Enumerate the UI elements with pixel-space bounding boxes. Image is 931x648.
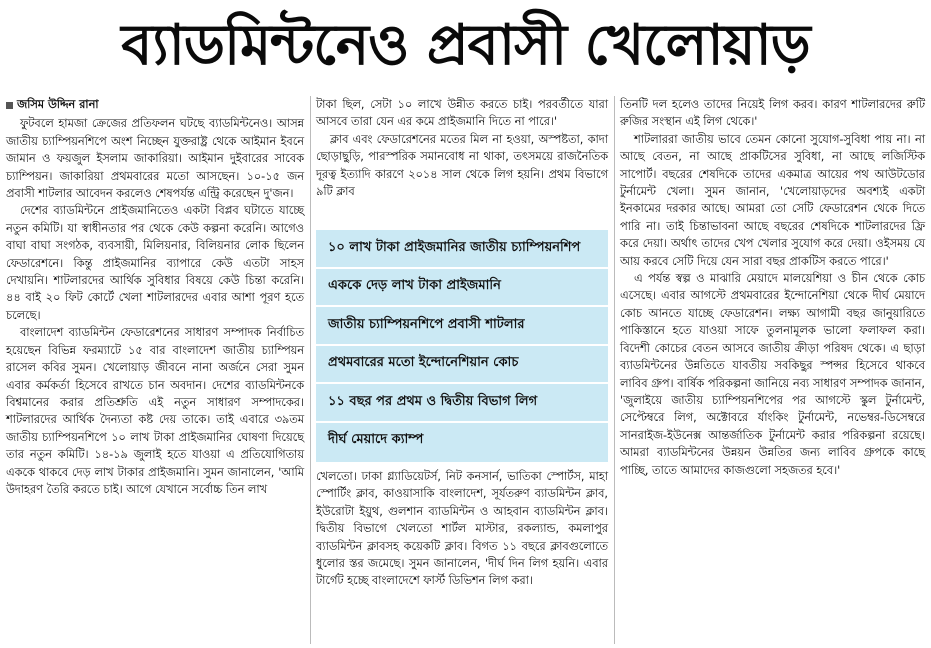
- highlight-item: জাতীয় চ্যাম্পিয়নশিপে প্রবাসী শাটলার: [316, 307, 608, 346]
- highlight-item: দীর্ঘ মেয়াদে ক্যাম্প: [328, 432, 424, 448]
- column-divider: [614, 96, 615, 644]
- paragraph: ফুটবলে হামজা ক্রেজের প্রতিফলন ঘটছে ব্যাডমিন্টনেও। আসন্ন জাতীয় চ্যাম্পিয়নশিপে অংশ নিচ্ছেন যুক্তরাষ্ট্র থেকে আইমান ইবনে জামান ও ফয়জুল ইসলাম জাকারিয়া। আইমান দুইবারের সাবেক চ্যাম্পিয়ন। জাকারিয়া প্রথমবারের মতো আসছেন। ১০-১৫ জন প্রবাসী শাটলার আবেদন করলেও শেষপর্যন্ত এন্ট্রি করেছেন দু'জন।: [6, 117, 304, 201]
- paragraph: শাটলাররা জাতীয় ভাবে তেমন কোনো সুযোগ-সুবিধা পায় না। না আছে বেতন, না আছে প্রাকটিসের সুবিধা, না আছে লজিস্টিক সাপোর্ট। বছরের শেষদিকে তাদের একমাত্র আয়ের পথ আউটডোর টুর্নামেন্ট খেলা। সুমন জানান, 'খেলোয়াড়দের অবশ্যই একটা ইনকামের দরকার আছে। আমরা তো সেটি ফেডারেশন থেকে দিতে পারি না। তাই চিন্তাভাবনা আছে বছরের শেষদিকে শাটলারদের ফ্রি করে দেয়া। অর্থাৎ তাদের খেপ খেলার সুযোগ করে দেয়া। ওইসময় যে আয় করবে সেটি দিয়ে যেন সারা বছর প্রাকটিস করতে পারে।': [620, 132, 925, 268]
- highlight-item: এককে দেড় লাখ টাকা প্রাইজমানি: [316, 269, 608, 308]
- paragraph: ক্লাব এবং ফেডারেশনের মতের মিল না হওয়া, অস্পষ্টতা, কাদা ছোড়াছুড়ি, পারস্পরিক সমানবোধ না থাকা, তৎসময়ে রাজনৈতিক দূরত্ব ইত্যাদি কারণে ২০১৪ সাল থেকে লিগ হয়নি। প্রথম বিভাগে ৯টি ক্লাব: [316, 132, 608, 199]
- article-column-1: [6, 96, 304, 498]
- paragraph: খেলতো। ঢাকা গ্ল্যাডিয়েটর্স, নিট কনসার্ন, ভাতিকা স্পোর্টস, মাহা স্পোর্টিং ক্লাব, কাওয়াসাকি বাংলাদেশ, সূর্যতরুণ ব্যাডমিন্টন ক্লাব, ইউরোটা ইয়ুথ, গুলশান ব্যাডমিন্টন ও আহবান ব্যাডমিন্টন ক্লাব। দ্বিতীয় বিভাগে খেলতো শার্টল মাস্টার, রকল্যান্ড, কমলাপুর ব্যাডমিন্টন ক্লাবসহ কয়েকটি ক্লাব। বিগত ১১ বছরে ক্লাবগুলোতে ধুলোর স্তর জমেছে। সুমন জানালেন, 'দীর্ঘ দিন লিগ হয়নি। এবার টার্গেট হচ্ছে বাংলাদেশে ফার্স্ট ডিভিশন লিগ করা।: [316, 470, 608, 588]
- paragraph: বাংলাদেশ ব্যাডমিন্টন ফেডারেশনের সাধারণ সম্পাদক নির্বাচিত হয়েছেন বিভিন্ন ফরম্যাটে ১৫ বার বাংলাদেশ জাতীয় চ্যাম্পিয়ন রাসেল কবির সুমন। খেলোয়াড় জীবনে নানা অর্জনে সেরা সুমন এবার কর্মকর্তা হিসেবে রাখতে চান অবদান। দেশের ব্যাডমিন্টনকে বিশ্বমানের করার প্রতিশ্রুতি এই নতুন সাধারণ সম্পাদকের। শাটলারদের আর্থিক দৈন্যতা কষ্ট দেয় তাকে। তাই এবারে ৩৯তম জাতীয় চ্যাম্পিয়নশিপে ১০ লাখ টাকা প্রাইজমানির ঘোষণা দিয়েছে তার নতুন কমিটি। ১৪-১৯ জুলাই হতে যাওয়া এ প্রতিযোগিতায় এককে থাকবে দেড় লাখ টাকার প্রাইজমানি। সুমন জানালেন, 'আমি উদাহরণ তৈরি করতে চাই। আগে যেখানে সর্বোচ্চ তিন লাখ: [6, 326, 304, 496]
- highlights-box: [316, 230, 608, 462]
- article-column-2-top: [316, 96, 608, 200]
- byline-author: জসিম উদ্দিন রানা: [17, 98, 99, 111]
- headline: ব্যাডমিন্টনেও প্রবাসী খেলোয়াড়: [121, 13, 810, 78]
- column-divider: [310, 96, 311, 644]
- highlight-item: ১১ বছর পর প্রথম ও দ্বিতীয় বিভাগ লিগ: [316, 384, 608, 423]
- paragraph: দেশের ব্যাডমিন্টনে প্রাইজমানিতেও একটা বিপ্লব ঘটাতে যাচ্ছে নতুন কমিটি। যা স্বাধীনতার পর থেকে কেউ কল্পনা করেনি। আগেও বাঘা বাঘা সংগঠক, ব্যবসায়ী, মিলিয়নার, বিলিয়নার লোক ছিলেন ফেডারেশনে। কিন্তু প্রাইজমানির ব্যাপারে কেউ এতটা সাহস দেখায়নি। শাটলারদের আর্থিক সুবিধার বিষয়ে কেউ চিন্তা করেনি। ৪৪ বাই ২০ ফিট কোর্টে খেলা শাটলারদের এবার আশা পূরণ হতে চলেছে।: [6, 204, 304, 322]
- paragraph: টাকা ছিল, সেটা ১০ লাখে উন্নীত করতে চাই। পরবর্তীতে যারা আসবে তারা যেন এর কমে প্রাইজমানি দিতে না পারে।': [316, 98, 608, 129]
- highlight-item: প্রথমবারের মতো ইন্দোনেশিয়ান কোচ: [316, 346, 608, 385]
- article-column-2-bottom: [316, 468, 608, 590]
- article-column-3: [620, 96, 925, 479]
- square-bullet-icon: [6, 102, 13, 109]
- paragraph: তিনটি দল হলেও তাদের নিয়েই লিগ করব। কারণ শাটলারদের রুটি রুজির সংস্থান এই লিগ থেকে।': [620, 98, 925, 129]
- paragraph: এ পর্যন্ত স্বল্প ও মাঝারি মেয়াদে মালয়েশিয়া ও চীন থেকে কোচ এসেছে। এবার আগস্টে প্রথমবারের ইন্দোনেশিয়া থেকে দীর্ঘ মেয়াদে কোচ আনতে যাচ্ছে ফেডারেশন। লক্ষ্য আগামী বছর জানুয়ারিতে পাকিস্তানে হতে যাওয়া সাফে তুলনামূলক ভালো ফলাফল করা। বিদেশী কোচের বেতন আসবে জাতীয় ক্রীড়া পরিষদ থেকে। এ ছাড়া ব্যাডমিন্টনের উন্নতিতে যাবতীয় সবকিছুর স্পন্সর হিসেবে থাকবে লাবিব গ্রুপ। বার্ষিক পরিকল্পনা জানিয়ে নব্য সাধারণ সম্পাদক জানান, 'জুলাইয়ে জাতীয় চ্যাম্পিয়নশিপের পর আগস্টে স্কুল টুর্নামেন্ট, সেপ্টেম্বরে লিগ, অক্টোবরে র্যাংকিং টুর্নামেন্ট, নভেম্বর-ডিসেম্বরে সানরাইজ-ইউনেক্স আন্তর্জাতিক টুর্নামেন্ট করার পরিকল্পনা রয়েছে। আমরা ব্যাডমিন্টনের উন্নয়ন উন্নতির জন্য লাবিব গ্রুপকে কাছে পাচ্ছি, তাতে আমাদের কাজগুলো সহজতর হবে।': [620, 272, 925, 477]
- byline: [6, 96, 304, 113]
- highlight-item: ১০ লাখ টাকা প্রাইজমানির জাতীয় চ্যাম্পিয়নশিপ: [316, 230, 608, 269]
